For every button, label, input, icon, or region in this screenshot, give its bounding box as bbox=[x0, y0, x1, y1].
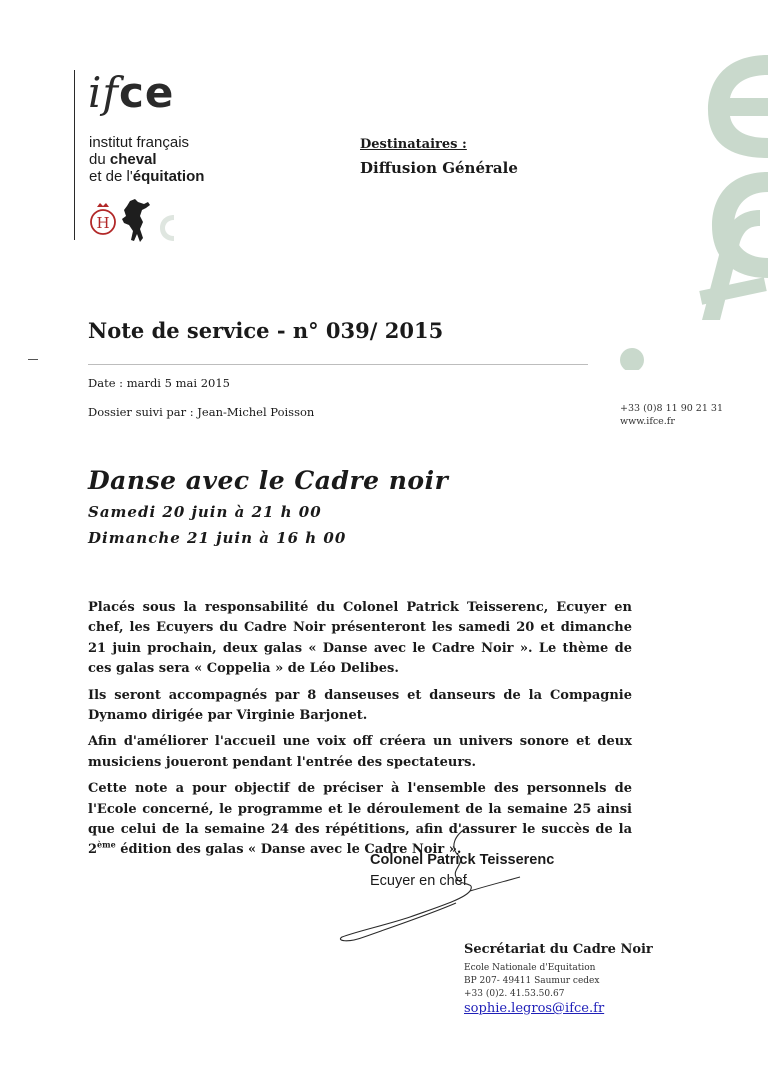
institute-name bbox=[89, 134, 204, 185]
haras-cadre-noir-emblems bbox=[88, 198, 183, 244]
secretariat-email-link[interactable]: sophie.legros@ifce.fr bbox=[464, 1001, 605, 1016]
logo-suffix: ce bbox=[118, 68, 175, 117]
event-title: Danse avec le Cadre noir bbox=[88, 466, 449, 495]
margin-mark bbox=[28, 359, 38, 360]
recipients-title: Destinataires : bbox=[360, 137, 467, 152]
note-dossier: Dossier suivi par : Jean-Michel Poisson bbox=[88, 405, 315, 419]
secretariat-line-1: Ecole Nationale d'Equitation bbox=[464, 963, 596, 973]
logo-prefix: if bbox=[88, 68, 119, 117]
institute-line-3: et de l'équitation bbox=[89, 168, 205, 185]
emblem-letter: H bbox=[96, 214, 110, 232]
institute-line-2: du cheval bbox=[89, 151, 157, 168]
ifce-watermark bbox=[608, 20, 768, 370]
event-date-2: Dimanche 21 juin à 16 h 00 bbox=[88, 529, 347, 547]
header-divider bbox=[88, 364, 588, 365]
secretariat-address bbox=[464, 962, 599, 1001]
ifce-logo bbox=[88, 68, 174, 117]
event-date-1: Samedi 20 juin à 21 h 00 bbox=[88, 503, 322, 521]
haras-emblem-icon bbox=[91, 203, 115, 234]
body-paragraph-2: Ils seront accompagnés par 8 danseuses et danseurs de la Compagnie Dynamo dirigée par Virginie Barjonet. bbox=[88, 687, 632, 724]
secretariat-line-2: BP 207- 49411 Saumur cedex bbox=[464, 976, 600, 986]
c-mark-icon bbox=[160, 215, 174, 241]
recipients-value: Diffusion Générale bbox=[360, 159, 518, 177]
institute-line-1: institut français bbox=[89, 134, 190, 151]
note-date: Date : mardi 5 mai 2015 bbox=[88, 376, 230, 390]
contact-web: www.ifce.fr bbox=[620, 416, 675, 427]
body-paragraph-4: Cette note a pour objectif de préciser à l'ensemble des personnels de l'Ecole concerné, le programme et le déroulement de la semaine 25 ainsi que celui de la semaine 24 des répétitions, afin d'assurer le succès de la 2ème édition des galas « Danse avec le Cadre Noir ». bbox=[88, 781, 632, 858]
rearing-horse-icon bbox=[122, 199, 150, 242]
body-paragraph-3: Afin d'améliorer l'accueil une voix off créera un univers sonore et deux musiciens joueront pendant l'entrée des spectateurs. bbox=[88, 734, 632, 770]
note-title: Note de service - n° 039/ 2015 bbox=[88, 318, 444, 343]
signatory-name: Colonel Patrick Teisserenc bbox=[370, 852, 555, 868]
body-paragraph-1: Placés sous la responsabilité du Colonel Patrick Teisserenc, Ecuyer en chef, les Ecuyers du Cadre Noir présenteront les samedi 20 et dimanche 21 juin prochain, deux galas « Danse avec le Cadre Noir ». Le thème de ces galas sera « Coppelia » de Léo Delibes. bbox=[88, 600, 632, 677]
secretariat-title: Secrétariat du Cadre Noir bbox=[464, 942, 653, 957]
secretariat-line-3: +33 (0)2. 41.53.50.67 bbox=[464, 989, 565, 999]
contact-block bbox=[620, 402, 723, 428]
logo-divider bbox=[74, 70, 75, 240]
handwritten-signature bbox=[330, 825, 530, 950]
signatory-role: Ecuyer en chef bbox=[370, 873, 467, 889]
contact-phone: +33 (0)8 11 90 21 31 bbox=[620, 403, 724, 414]
